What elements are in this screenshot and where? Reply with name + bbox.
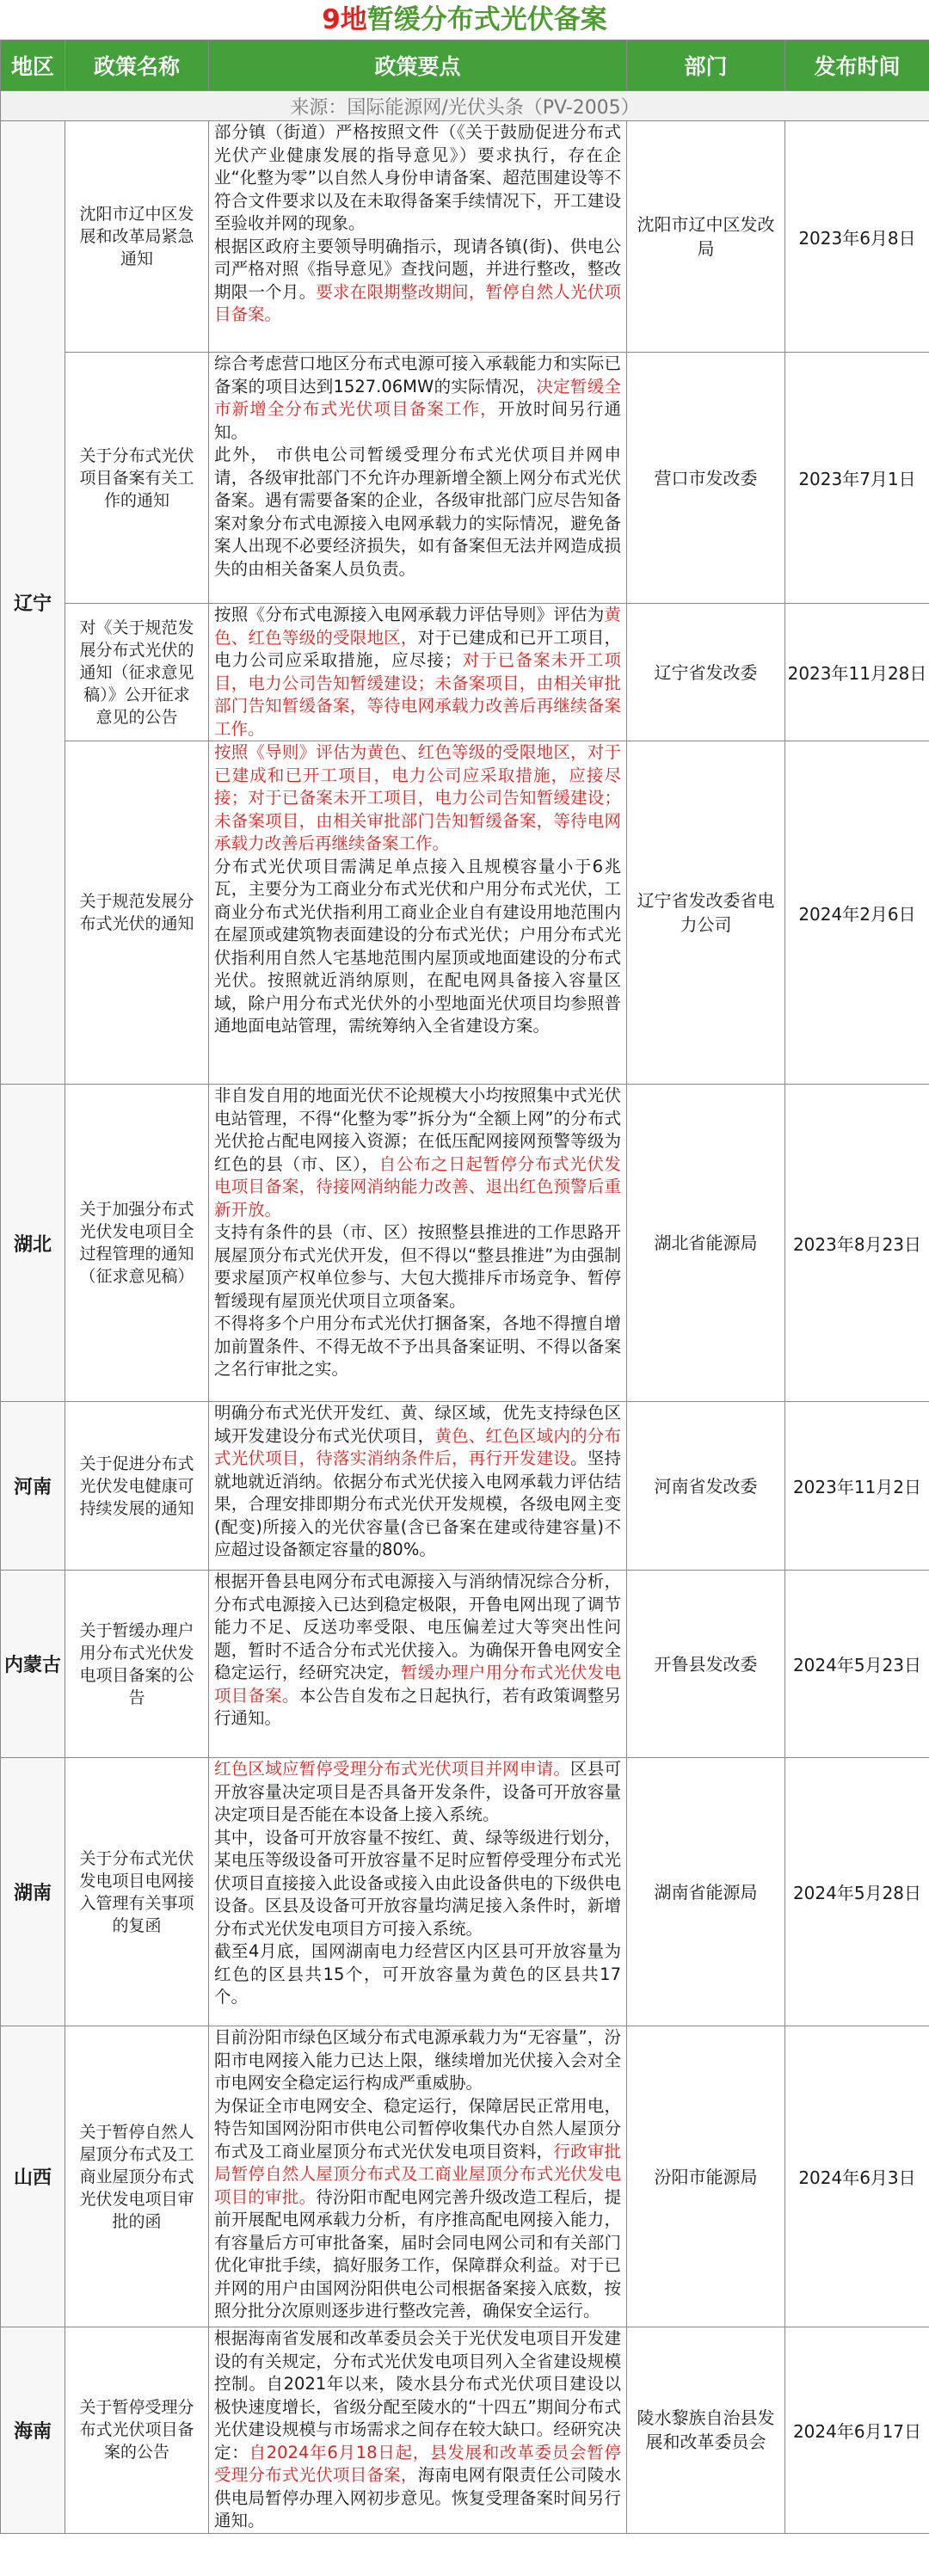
policy-paragraph	[214, 2026, 621, 2095]
publish-date: 2024年5月23日	[785, 1571, 929, 1758]
department: 开鲁县发改委	[627, 1571, 785, 1758]
policy-paragraph	[214, 1221, 621, 1313]
table-row	[1, 353, 929, 604]
publish-date: 2023年11月28日	[785, 604, 929, 741]
highlight-text: 要求在限期整改期间，暂停自然人光伏项目备案。	[214, 281, 621, 324]
body-text: 此外， 市供电公司暂缓受理分布式光伏项目并网申请，各级审批部门不允许办理新增全额上网分布式光伏备案。遇有需要备案的企业，各级审批部门应尽告知备案对象分布式电源接入电网承载力的实际情况，避免备案人出现不必要经济损失，如有备案但无法并网造成损失的由相关备案人员负责。	[214, 445, 621, 579]
policy-paragraph	[214, 1571, 621, 1731]
policy-paragraph	[214, 444, 621, 581]
title-count: 9地	[322, 4, 367, 35]
source-note: 来源：国际能源网/光伏头条（PV-2005）	[1, 91, 929, 121]
policy-name: 关于加强分布式光伏发电项目全过程管理的通知（征求意见稿）	[65, 1085, 209, 1402]
policy-paragraph	[214, 1940, 621, 2009]
body-text: 待汾阳市配电网完善升级改造工程后，提前开展配电网承载力分析，有序推高配电网接入能力，有容量后方可审批备案，届时会同电网公司和有关部门优化审批手续，搞好服务工作，保障群众利益。对于已并网的用户由国网汾阳供电公司根据备案接入底数，按照分批分次原则逐步进行整改完善，确保安全运行。	[214, 2186, 621, 2321]
policy-points	[209, 604, 627, 741]
header-region: 地区	[1, 40, 65, 91]
table-row	[1, 1758, 929, 2026]
body-text: 根据区政府主要领导明确指示，现请各镇(街)、供电公司严格对照《指导意见》查找问题，并进行整改，整改期限一个月。	[214, 236, 621, 302]
policy-points	[209, 741, 627, 1085]
highlight-text: 自2024年6月18日起，县发展和改革委员会暂停受理分布式光伏项目备案，	[214, 2442, 621, 2485]
body-text: 其中，设备可开放容量不按红、黄、绿等级进行划分，某电压等级设备可开放容量不足时应暂停受理分布式光伏项目直接接入此设备或接入由此设备供电的下级供电设备。区县及设备可开放容量均满足接入条件时，新增分布式光伏发电项目方可接入系统。	[214, 1827, 621, 1939]
department: 湖北省能源局	[627, 1085, 785, 1402]
body-text: 支持有条件的县（市、区）按照整县推进的工作思路开展屋顶分布式光伏开发，但不得以“整县推进”为由强制要求屋顶产权单位参与、大包大揽排斥市场竞争、暂停暂缓现有屋顶光伏项目立项备案。	[214, 1222, 621, 1311]
highlight-text: 自公布之日起暂停分布式光伏发电项目备案，待接网消纳能力改善、退出红色预警后重新开放。	[214, 1153, 621, 1220]
highlight-text: 行政审批局暂停自然人屋顶分布式及工商业屋顶分布式光伏发电项目的审批。	[214, 2141, 621, 2207]
body-text: 不得将多个户用分布式光伏打捆备案，各地不得擅自增加前置条件、不得无故不予出具备案证明、不得以备案之名行审批之实。	[214, 1313, 621, 1379]
body-text: 开放时间另行通知。	[214, 399, 621, 442]
region-cell: 辽宁	[1, 121, 65, 1085]
table-row	[1, 604, 929, 741]
department: 沈阳市辽中区发改局	[627, 121, 785, 353]
publish-date: 2023年11月2日	[785, 1402, 929, 1571]
region-cell: 湖南	[1, 1758, 65, 2026]
publish-date: 2024年5月28日	[785, 1758, 929, 2026]
highlight-text: 黄色、红色区域内的分布式光伏项目，待落实消纳条件后，再行开发建设	[214, 1425, 621, 1468]
publish-date: 2023年7月1日	[785, 353, 929, 604]
department: 湖南省能源局	[627, 1758, 785, 2026]
body-text: 综合考虑营口地区分布式电源可接入承载能力和实际已备案的项目达到1527.06MW的实际情况，	[214, 354, 621, 397]
body-text: 目前汾阳市绿色区域分布式电源承载力为“无容量”，汾阳市电网接入能力已达上限，继续增加光伏接入会对全市电网安全稳定运行构成严重威胁。	[214, 2027, 621, 2093]
highlight-text: 决定暂缓全市新增全分布式光伏项目备案工作，	[214, 376, 621, 419]
title-text: 暂缓分布式光伏备案	[366, 4, 607, 35]
region-cell: 湖北	[1, 1085, 65, 1402]
department: 辽宁省发改委	[627, 604, 785, 741]
region-cell: 山西	[1, 2026, 65, 2327]
header-points: 政策要点	[209, 40, 627, 91]
region-cell: 内蒙古	[1, 1571, 65, 1758]
publish-date: 2024年6月17日	[785, 2327, 929, 2534]
policy-points	[209, 353, 627, 604]
policy-paragraph	[214, 2095, 621, 2323]
publish-date: 2024年2月6日	[785, 741, 929, 1085]
body-text: 海南电网有限责任公司陵水供电局暂停办理入网初步意见。恢复受理备案时间另行通知。	[214, 2465, 621, 2530]
body-text: 截至4月底，国网湖南电力经营区内区县可开放容量为红色的区县共15个，可开放容量为黄色的区县共17个。	[214, 1941, 621, 2007]
policy-paragraph	[214, 236, 621, 327]
body-text: 区县可开放容量决定项目是否具备开发条件，设备可开放容量决定项目是否能在本设备上接入系统。	[214, 1759, 621, 1824]
source-row	[1, 91, 929, 121]
table-row	[1, 1402, 929, 1571]
policy-paragraph	[214, 121, 621, 236]
policy-paragraph	[214, 1827, 621, 1941]
publish-date: 2023年6月8日	[785, 121, 929, 353]
policy-paragraph	[214, 604, 621, 741]
policy-points	[209, 121, 627, 353]
policy-points	[209, 2327, 627, 2534]
policy-name: 关于暂停自然人屋顶分布式及工商业屋顶分布式光伏发电项目审批的函	[65, 2026, 209, 2327]
table-row	[1, 1085, 929, 1402]
table-row	[1, 741, 929, 1085]
body-text: 非自发自用的地面光伏不论规模大小均按照集中式光伏电站管理，不得“化整为零”拆分为“全额上网”的分布式光伏抢占配电网接入资源；在低压配网接网预警等级为红色的县（市、区），	[214, 1085, 621, 1174]
table-row	[1, 1571, 929, 1758]
publish-date: 2024年6月3日	[785, 2026, 929, 2327]
highlight-text: 按照《导则》评估为黄色、红色等级的受限地区，对于已建成和已开工项目，电力公司应采取措施，应接尽接；对于已备案未开工项目，电力公司告知暂缓建设；未备案项目，由相关审批部门告知暂缓备案，等待电网承载力改善后再继续备案工作。	[214, 742, 621, 853]
header-date: 发布时间	[785, 40, 929, 91]
department: 营口市发改委	[627, 353, 785, 604]
body-text: 对于已建成和已开工项目，电力公司应采取措施，应尽接；	[214, 627, 621, 670]
policy-name: 关于分布式光伏项目备案有关工作的通知	[65, 353, 209, 604]
policy-points	[209, 1402, 627, 1571]
policy-name: 关于暂停受理分布式光伏项目备案的公告	[65, 2327, 209, 2534]
table-row	[1, 2327, 929, 2534]
table-row	[1, 2026, 929, 2327]
department: 陵水黎族自治县发展和改革委员会	[627, 2327, 785, 2534]
policy-paragraph	[214, 1313, 621, 1381]
policy-name: 关于促进分布式光伏发电健康可持续发展的通知	[65, 1402, 209, 1571]
body-text: 为保证全市电网安全、稳定运行，保障居民正常用电，特告知国网汾阳市供电公司暂停收集代办自然人屋顶分布式及工商业屋顶分布式光伏发电项目资料，	[214, 2095, 621, 2161]
page-title	[0, 0, 929, 40]
policy-paragraph	[214, 741, 621, 856]
policy-name: 关于规范发展分布式光伏的通知	[65, 741, 209, 1085]
department: 辽宁省发改委省电力公司	[627, 741, 785, 1085]
department: 汾阳市能源局	[627, 2026, 785, 2327]
table-row	[1, 121, 929, 353]
region-cell: 河南	[1, 1402, 65, 1571]
body-text: 。坚持就地就近消纳。依据分布式光伏接入电网承载力评估结果，合理安排即期分布式光伏开发规模，各级电网主变(配变)所接入的光伏容量(含已备案在建或待建容量)不应超过设备额定容量的80%。	[214, 1448, 621, 1559]
header-policy: 政策名称	[65, 40, 209, 91]
highlight-text: 对于已备案未开工项目，电力公司告知暂缓建设；未备案项目，由相关审批部门告知暂缓备案，等待电网承载力改善后再继续备案工作。	[214, 650, 621, 739]
policy-points	[209, 1758, 627, 2026]
body-text: 根据开鲁县电网分布式电源接入与消纳情况综合分析，分布式电源接入已达到稳定极限，开鲁电网出现了调节能力不足、反送功率受限、电压偏差过大等突出性问题，暂时不适合分布式光伏接入。为确保开鲁电网安全稳定运行，经研究决定，	[214, 1571, 621, 1682]
policy-name: 关于分布式光伏发电项目电网接入管理有关事项的复函	[65, 1758, 209, 2026]
body-text: 部分镇（街道）严格按照文件（《关于鼓励促进分布式光伏产业健康发展的指导意见》）要求执行，存在企业“化整为零”以自然人身份申请备案、超范围建设等不符合文件要求以及在未取得备案手续情况下，开工建设至验收并网的现象。	[214, 122, 621, 233]
department: 河南省发改委	[627, 1402, 785, 1571]
policy-paragraph	[214, 2327, 621, 2533]
policy-points	[209, 2026, 627, 2327]
policy-paragraph	[214, 856, 621, 1038]
policy-name: 对《关于规范发展分布式光伏的通知（征求意见稿）》公开征求意见的公告	[65, 604, 209, 741]
highlight-text: 红色区域应暂停受理分布式光伏项目并网申请。	[214, 1759, 571, 1779]
policy-paragraph	[214, 1085, 621, 1221]
highlight-text: 黄色、红色等级的受限地区，	[214, 605, 621, 648]
policy-points	[209, 1085, 627, 1402]
policy-paragraph	[214, 353, 621, 444]
region-cell: 海南	[1, 2327, 65, 2534]
body-text: 本公告自发布之日起执行，若有政策调整另行通知。	[214, 1685, 621, 1728]
body-text: 分布式光伏项目需满足单点接入且规模容量小于6兆瓦，主要分为工商业分布式光伏和户用分布式光伏，工商业分布式光伏指利用工商业企业自有建设用地范围内在屋顶或建筑物表面建设的分布式光伏；户用分布式光伏指利用自然人宅基地范围内屋顶或地面建设的分布式光伏。按照就近消纳原则，在配电网具备接入容量区域，除户用分布式光伏外的小型地面光伏项目均参照普通地面电站管理，需统筹纳入全省建设方案。	[214, 856, 621, 1036]
body-text: 根据海南省发展和改革委员会关于光伏发电项目开发建设的有关规定，分布式光伏发电项目列入全省建设规模控制。自2021年以来，陵水县分布式光伏项目建设以极快速度增长，省级分配至陵水的“十四五”期间分布式光伏建设规模与市场需求之间存在较大缺口。经研究决定：	[214, 2328, 621, 2462]
policy-points	[209, 1571, 627, 1758]
policy-name: 关于暂缓办理户用分布式光伏发电项目备案的公告	[65, 1571, 209, 1758]
policy-table	[0, 40, 929, 2534]
body-text: 明确分布式光伏开发红、黄、绿区域，优先支持绿色区域开发建设分布式光伏项目，	[214, 1403, 621, 1446]
publish-date: 2023年8月23日	[785, 1085, 929, 1402]
policy-paragraph	[214, 1758, 621, 1827]
policy-name: 沈阳市辽中区发展和改革局紧急通知	[65, 121, 209, 353]
body-text: 按照《分布式电源接入电网承载力评估导则》评估为	[214, 605, 605, 624]
highlight-text: 暂缓办理户用分布式光伏发电项目备案。	[214, 1663, 621, 1706]
header-dept: 部门	[627, 40, 785, 91]
policy-paragraph	[214, 1402, 621, 1562]
header-row	[1, 40, 929, 91]
